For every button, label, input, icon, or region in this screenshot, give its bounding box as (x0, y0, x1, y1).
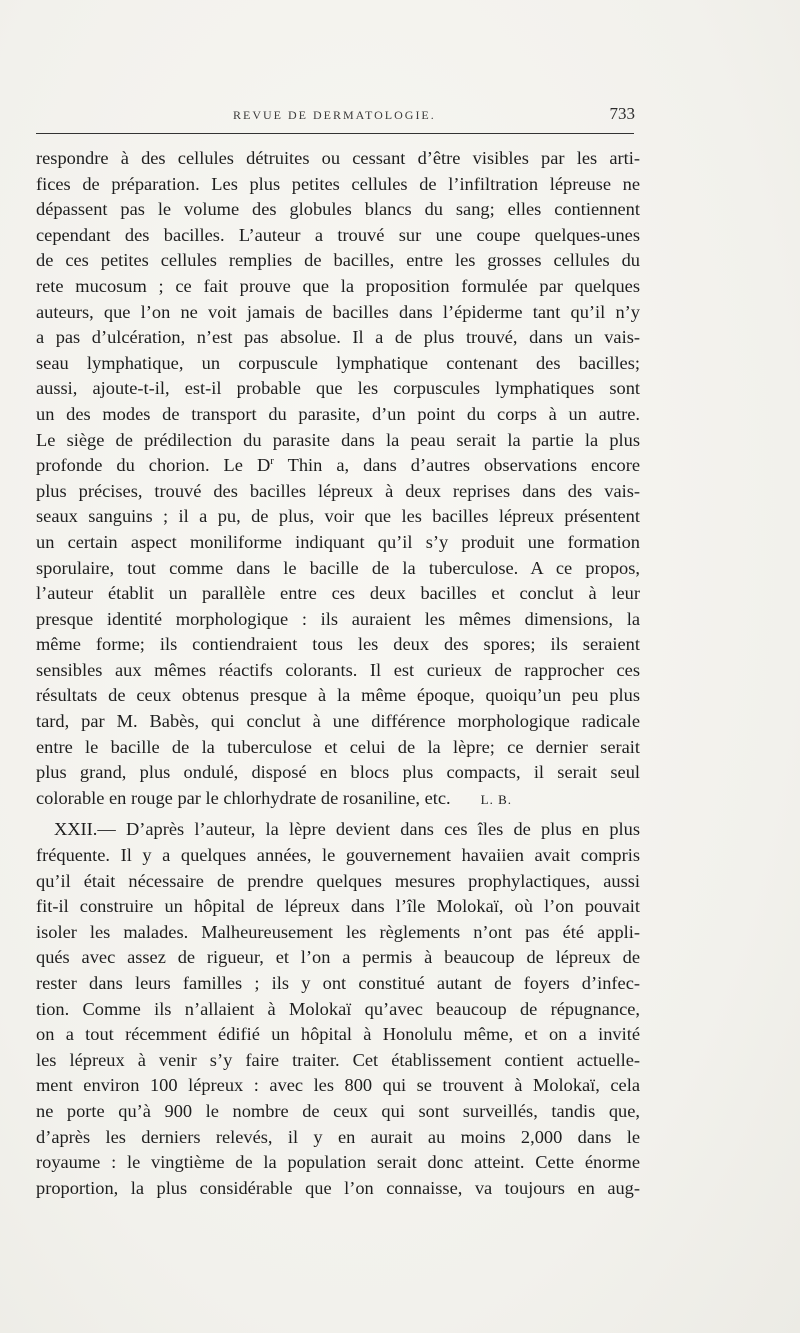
text-line: plus grand, plus ondulé, disposé en blocs plus compacts, il serait seul (36, 762, 640, 783)
running-head (35, 104, 635, 126)
text-segment: Thin a, dans d’autres observations encore (273, 455, 641, 476)
text-line: auteurs, que l’on ne voit jamais de bacilles dans l’épiderme tant qu’il n’y (36, 301, 640, 322)
text-line: d’après les derniers relevés, il y en aurait au moins 2,000 dans le (36, 1126, 640, 1147)
text-line: ment environ 100 lépreux : avec les 800 qui se trouvent à Molokaï, cela (36, 1075, 640, 1096)
header-rule (36, 133, 634, 134)
text-line: plus précises, trouvé des bacilles lépreux à deux reprises dans des vais- (36, 480, 640, 501)
text-line: même forme; ils contiendraient tous les deux des spores; ils seraient (36, 634, 640, 655)
text-line: rester dans leurs familles ; ils y ont constitué autant de foyers d’infec- (36, 973, 640, 993)
text-line: sensibles aux mêmes réactifs colorants. Il est curieux de rapprocher ces (36, 659, 640, 680)
article-body (36, 146, 640, 1201)
text-line: de ces petites cellules remplies de bacilles, entre les grosses cellules du (36, 250, 640, 271)
text-line-first: XXII.— D’après l’auteur, la lèpre devient dans ces îles de plus en plus (54, 819, 640, 840)
text-line: presque identité morphologique : ils auraient les mêmes dimensions, la (36, 608, 640, 629)
text-line: tard, par M. Babès, qui conclut à une différence morphologique radicale (36, 711, 640, 732)
text-line: un des modes de transport du parasite, d’un point du corps à un autre. (36, 403, 640, 424)
text-line: royaume : le vingtième de la population serait donc atteint. Cette énorme (36, 1152, 640, 1173)
text-line: sporulaire, tout comme dans le bacille de la tuberculose. A ce propos, (36, 557, 640, 578)
text-line: un certain aspect moniliforme indiquant qu’il s’y produit une formation (36, 531, 640, 552)
text-line: isoler les malades. Malheureusement les règlements n’ont pas été appli- (36, 921, 640, 942)
text-line: Le siège de prédilection du parasite dans la peau serait la partie la plus (36, 429, 640, 450)
text-line: proportion, la plus considérable que l’on connaisse, va toujours en aug- (36, 1177, 640, 1198)
text-line: fit-il construire un hôpital de lépreux dans l’île Molokaï, où l’on pouvait (36, 896, 640, 917)
paragraph-1 (36, 146, 640, 811)
page-number: 733 (609, 104, 635, 123)
paragraph-2 (36, 817, 640, 1201)
text-segment: colorable en rouge par le chlorhydrate de rosaniline, etc. (36, 787, 451, 808)
text-line: ne porte qu’à 900 le nombre de ceux qui sont surveillés, tandis que, (36, 1100, 640, 1121)
text-line: dépassent pas le volume des globules blancs du sang; elles contiennent (36, 199, 640, 220)
text-line: respondre à des cellules détruites ou cessant d’être visibles par les arti- (36, 148, 640, 168)
text-line: rete mucosum ; ce fait prouve que la proposition formulée par quelques (36, 275, 640, 296)
text-segment: profonde du chorion. Le D (36, 455, 271, 476)
text-line: aussi, ajoute-t-il, est-il probable que les corpuscules lymphatiques sont (36, 378, 640, 399)
text-line: qu’il était nécessaire de prendre quelques mesures prophylactiques, aussi (36, 870, 640, 891)
journal-title: REVUE DE DERMATOLOGIE. (233, 108, 436, 122)
text-line: entre le bacille de la tuberculose et celui de la lèpre; ce dernier serait (36, 736, 640, 757)
text-line-with-superscript (36, 453, 640, 479)
text-line: tion. Comme ils n’allaient à Molokaï qu’avec beaucoup de répugnance, (36, 998, 640, 1019)
text-line: résultats de ceux obtenus presque à la même époque, quoiqu’un peu plus (36, 685, 640, 706)
text-line: cependant des bacilles. L’auteur a trouvé sur une coupe quelques-unes (36, 224, 640, 245)
superscript: r (270, 455, 274, 467)
text-line: seaux sanguins ; il a pu, de plus, voir que les bacilles lépreux présentent (36, 506, 640, 527)
text-line: qués avec assez de rigueur, et l’on a permis à beaucoup de lépreux de (36, 947, 640, 968)
author-signature: L. B. (480, 791, 512, 807)
text-line: a pas d’ulcération, n’est pas absolue. Il a de plus trouvé, dans un vais- (36, 327, 640, 348)
text-line: fices de préparation. Les plus petites cellules de l’infiltration lépreuse ne (36, 173, 640, 194)
text-line: l’auteur établit un parallèle entre ces deux bacilles et conclut à leur (36, 583, 640, 604)
text-line: seau lymphatique, un corpuscule lymphatique contenant des bacilles; (36, 352, 640, 373)
text-line-last (36, 786, 640, 812)
text-line: fréquente. Il y a quelques années, le gouvernement havaiien avait compris (36, 845, 640, 866)
text-line: les lépreux à venir s’y faire traiter. Cet établissement contient actuelle- (36, 1049, 640, 1070)
text-line: on a tout récemment édifié un hôpital à Honolulu même, et on a invité (36, 1024, 640, 1045)
